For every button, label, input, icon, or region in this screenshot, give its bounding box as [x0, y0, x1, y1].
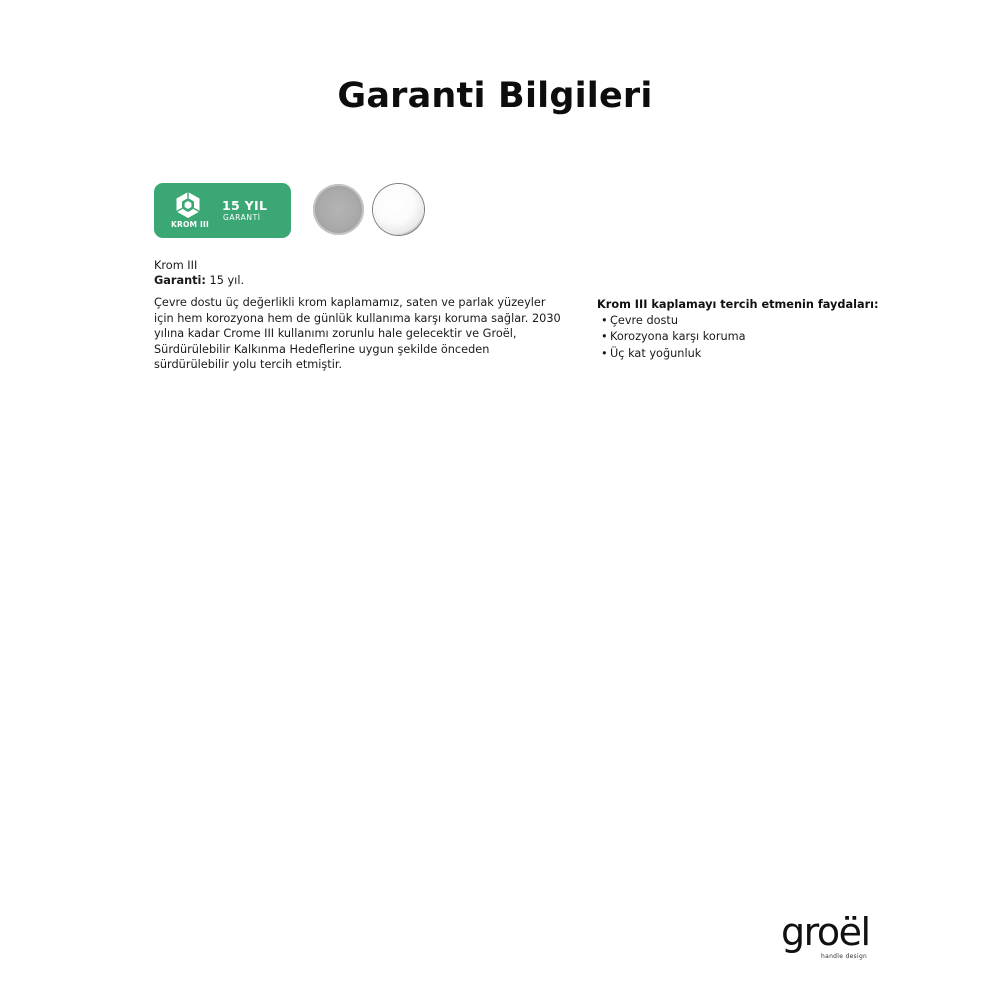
finish-name: Krom III: [154, 259, 198, 272]
page-title: Garanti Bilgileri: [337, 76, 653, 116]
satin-chrome-swatch: [313, 184, 364, 235]
warranty-value: 15 yıl.: [209, 274, 245, 287]
logo-tagline: handle design: [821, 953, 868, 960]
benefits-title: Krom III kaplamayı tercih etmenin faydaları:: [597, 298, 879, 311]
finish-description: Çevre dostu üç değerlikli krom kaplamamız, saten ve parlak yüzeyler için hem korozyona hem de günlük kullanıma karşı koruma sağlar. 2030 yılına kadar Crome III kullanımı zorunlu hale gelecektir ve Groël, Sürdürülebilir Kalkınma Hedeflerine uygun şekilde önceden sürdürülebilir yolu tercih etmiştir.: [154, 296, 561, 372]
list-item: • Çevre dostu: [597, 313, 917, 329]
hexagon-cube-icon: [173, 190, 203, 220]
badge-years: 15 YIL: [222, 198, 268, 213]
warranty-badge: [154, 183, 291, 238]
list-item: • Üç kat yoğunluk: [597, 346, 917, 362]
logo-wordmark: groël: [781, 910, 870, 954]
badge-finish-label: KROM III: [170, 220, 209, 229]
benefits-list: [597, 313, 917, 362]
groel-logo: [781, 912, 877, 964]
bullet-icon: •: [601, 330, 608, 344]
badge-garanti-label: GARANTİ: [223, 213, 261, 222]
warranty-line: [154, 273, 244, 288]
list-item: • Korozyona karşı koruma: [597, 329, 917, 345]
polished-chrome-swatch: [373, 184, 424, 235]
finish-info: [154, 258, 244, 288]
benefits-section: [597, 297, 917, 362]
bullet-icon: •: [601, 346, 608, 360]
warranty-label: Garanti:: [154, 274, 206, 287]
bullet-icon: •: [601, 314, 608, 327]
